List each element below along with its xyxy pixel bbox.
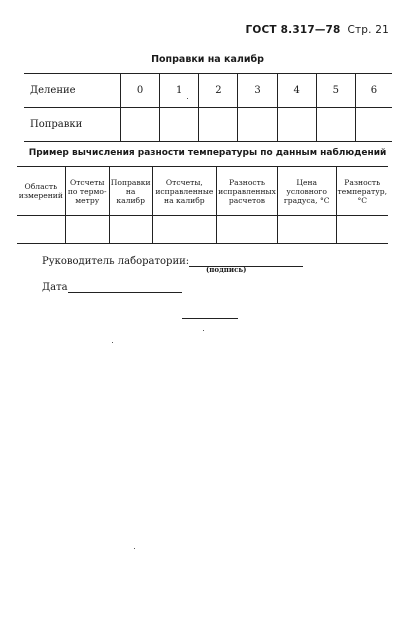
page-number: Стр. 21 — [347, 24, 389, 36]
division-row — [24, 74, 392, 108]
corrections-row-label: Поправки — [24, 108, 121, 142]
signature-label: Руководитель лаборатории: — [42, 256, 190, 267]
table-row — [17, 216, 388, 244]
calibration-table-title: Поправки на калибр — [151, 54, 264, 65]
table-cell — [65, 216, 109, 244]
column-header: Цена условного градуса, °С — [277, 167, 336, 216]
table-cell — [17, 216, 65, 244]
column-header: Разность температур, °С — [336, 167, 388, 216]
end-rule — [182, 318, 238, 319]
calibration-corrections-table — [24, 73, 392, 142]
signature-note: (подпись) — [206, 265, 247, 274]
column-header: Область измерений — [17, 167, 65, 216]
correction-cell — [199, 108, 238, 142]
scan-speck — [134, 548, 135, 549]
table-header-row — [17, 167, 388, 216]
temperature-difference-table — [17, 166, 388, 244]
table-cell — [336, 216, 388, 244]
date-line — [42, 282, 182, 293]
correction-cell — [121, 108, 160, 142]
division-cell: 4 — [277, 74, 316, 108]
date-label: Дата — [42, 282, 68, 293]
division-cell: 1 — [160, 74, 199, 108]
division-cell: 5 — [316, 74, 355, 108]
column-header: Отсчеты по термо-метру — [65, 167, 109, 216]
correction-cell — [355, 108, 392, 142]
example-table-title: Пример вычисления разности температуры по данным наблюдений — [28, 148, 387, 158]
division-cell: 6 — [355, 74, 392, 108]
table-cell — [277, 216, 336, 244]
scan-speck — [203, 330, 204, 331]
division-cell: 3 — [238, 74, 277, 108]
division-cell: 0 — [121, 74, 160, 108]
scan-speck — [187, 98, 188, 99]
table-cell — [109, 216, 152, 244]
signature-line — [42, 256, 303, 267]
correction-cell — [316, 108, 355, 142]
correction-cell — [238, 108, 277, 142]
date-blank — [68, 282, 182, 293]
column-header: Отсчеты, исправленные на калибр — [152, 167, 216, 216]
division-cell: 2 — [199, 74, 238, 108]
correction-cell — [160, 108, 199, 142]
scan-speck — [112, 342, 113, 343]
column-header: Разность исправленных расчетов — [217, 167, 278, 216]
division-row-label: Деление — [24, 74, 121, 108]
corrections-row — [24, 108, 392, 142]
column-header: Поправки на калибр — [109, 167, 152, 216]
page-header — [246, 24, 390, 36]
table-cell — [217, 216, 278, 244]
standard-number: ГОСТ 8.317—78 — [245, 24, 341, 36]
correction-cell — [277, 108, 316, 142]
table-cell — [152, 216, 216, 244]
